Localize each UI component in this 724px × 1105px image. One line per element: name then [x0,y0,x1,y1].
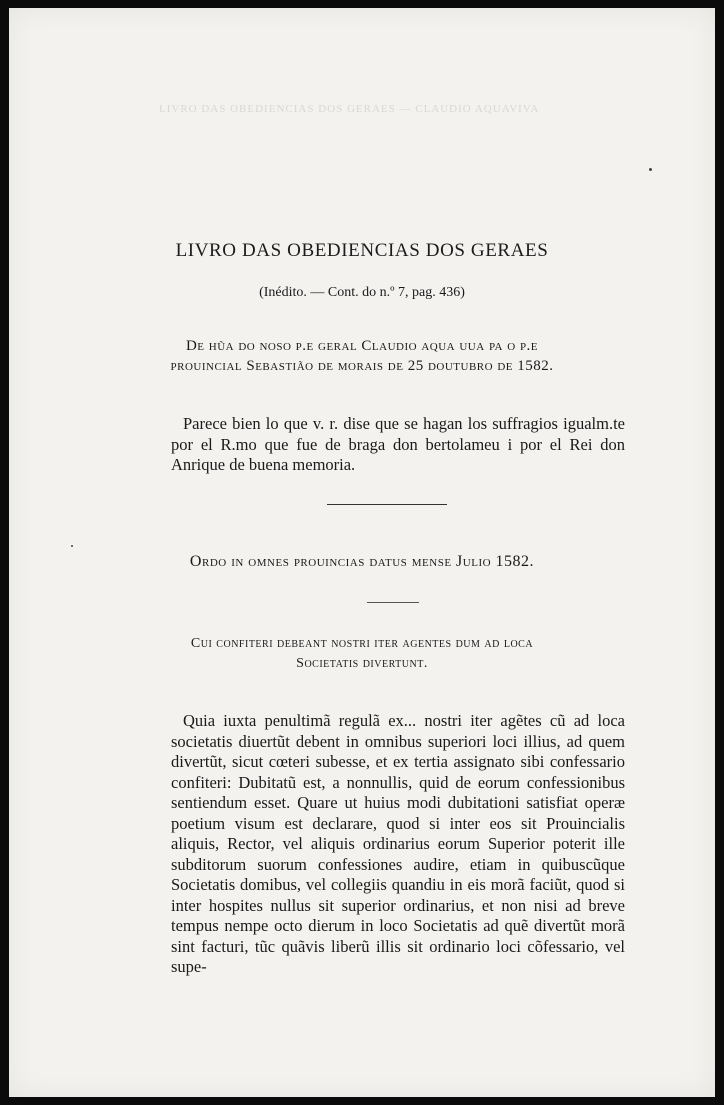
letter-heading [9,336,715,376]
confession-heading-line-1: Cui confiteri debeant nostri iter agentes dum ad loca [190,636,534,651]
document-title: LIVRO DAS OBEDIENCIAS DOS GERAES [175,240,549,261]
document-page [9,8,715,1097]
confession-heading [9,634,715,674]
paper-speck [649,168,652,171]
confession-heading-line-2: Societatis divertunt. [296,656,428,671]
bleed-through-text: LIVRO DAS OBEDIENCIAS DOS GERAES — CLAUDIO AQUAVIVA [159,103,540,115]
paragraph-suffragios: Parece bien lo que v. r. dise que se hagan los suffragios igualm.te por el R.mo que fue de braga don bertolameu i por el Rei don Anrique de buena memoria. [171,414,625,474]
short-divider [367,602,419,603]
ordo-heading: Ordo in omnes prouincias datus mense Julio 1582. [189,553,535,570]
document-subtitle: (Inédito. — Cont. do n.º 7, pag. 436) [259,285,465,300]
letter-heading-line-1: De hũa do noso p.e geral Claudio aqua uua pa o p.e [185,338,539,354]
paragraph-latin: Quia iuxta penultimã regulã ex... nostri iter agẽtes cũ ad loca societatis diuertũt debent in omnibus superiori loci illius, ad quem divertũt, sicut cœteri subesse, et ex tertia assignato sibi confessario confiteri: Dubitatũ est, a nonnullis, quid de eorum confessionibus sentiendum esset. Quare ut huius modi dubitationi satisfiat operæ poetium visum est declarare, quod si inter eos sit Prouincialis aliquis, Rector, vel aliquis ordinarius eorum Superior poterit ille subditorum suorum confessiones audire, etiam in quibuscũque Societatis domibus, vel collegiis quandiu in eis morã faciũt, quod si inter hospites nullus sit superior ordinarius, et non nisi ad breve tempus nempe octo dierum in loco Societatis ad quẽ divertũt morã sint facturi, tũc quãvis liberũ illis sit ordinario loci cõfessario, vel supe- [171,711,625,976]
paper-speck [71,545,73,547]
letter-heading-line-2: prouincial Sebastião de morais de 25 doutubro de 1582. [170,358,554,374]
section-divider [327,504,447,505]
